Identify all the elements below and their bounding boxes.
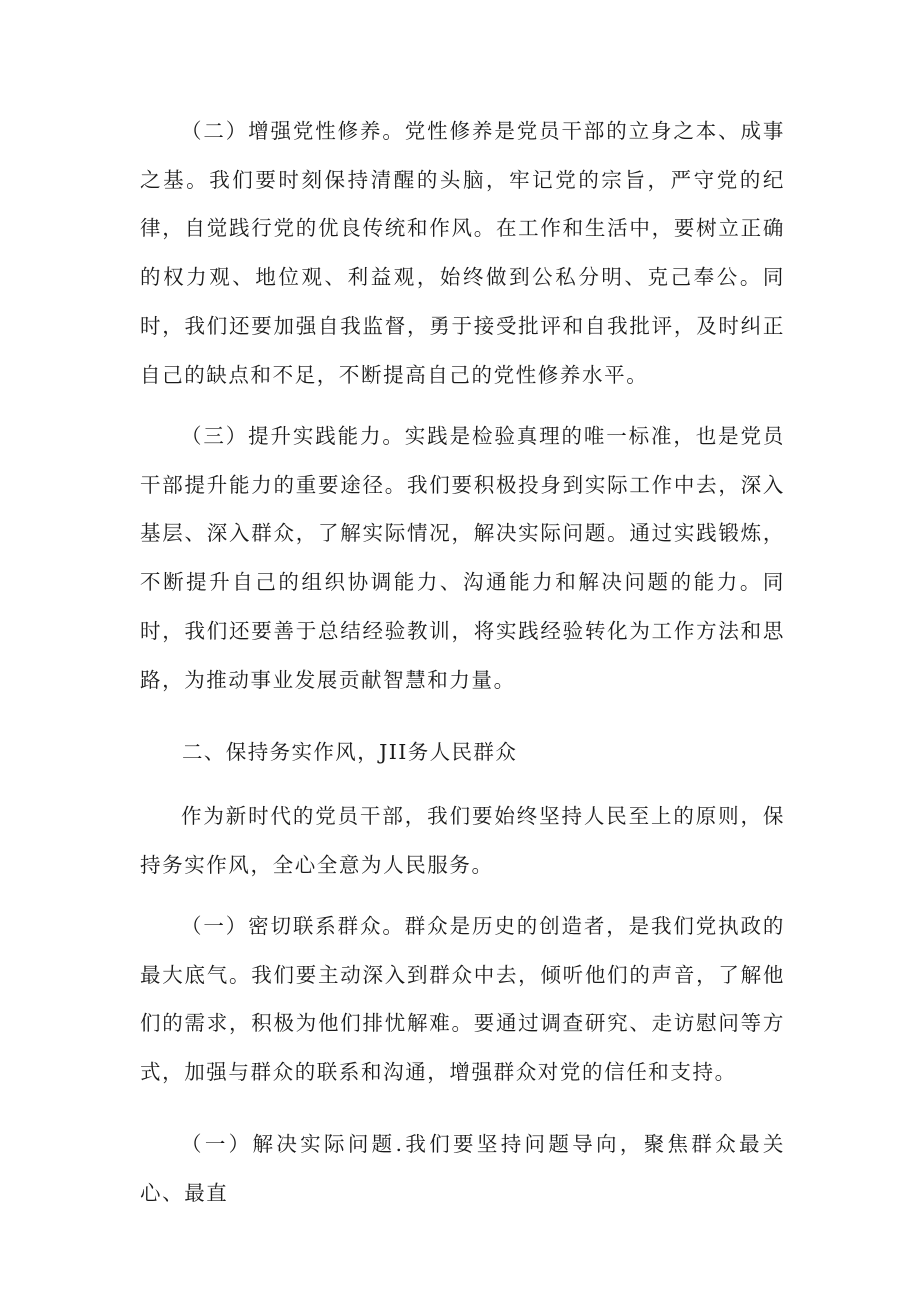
paragraph-solve-problems: （一）解决实际问题.我们要坚持问题导向，聚焦群众最关心、最直	[140, 1132, 785, 1205]
paragraph-section-intro: 作为新时代的党员干部，我们要始终坚持人民至上的原则，保持务实作风，全心全意为人民服务。	[140, 804, 785, 877]
section-heading: 二、保持务实作风，JII务人民群众	[182, 740, 518, 764]
paragraph-contact-masses: （一）密切联系群众。群众是历史的创造者，是我们党执政的最大底气。我们要主动深入到群众中去，倾听他们的声音，了解他们的需求，积极为他们排忧解难。要通过调查研究、走访慰问等方式，加强与群众的联系和沟通，增强群众对党的信任和支持。	[140, 914, 785, 1085]
paragraph-improve-practical-ability: （三）提升实践能力。实践是检验真理的唯一标准，也是党员干部提升能力的重要途径。我们要积极投身到实际工作中去，深入基层、深入群众，了解实际情况，解决实际问题。通过实践锻炼，不断提升自己的组织协调能力、沟通能力和解决问题的能力。同时，我们还要善于总结经验教训，将实践经验转化为工作方法和思路，为推动事业发展贡献智慧和力量。	[140, 424, 785, 692]
paragraph-strengthen-party-spirit: （二）增强党性修养。党性修养是党员干部的立身之本、成事之基。我们要时刻保持清醒的头脑，牢记党的宗旨，严守党的纪律，自觉践行党的优良传统和作风。在工作和生活中，要树立正确的权力观、地位观、利益观，始终做到公私分明、克己奉公。同时，我们还要加强自我监督，勇于接受批评和自我批评，及时纠正自己的缺点和不足，不断提高自己的党性修养水平。	[140, 119, 785, 387]
